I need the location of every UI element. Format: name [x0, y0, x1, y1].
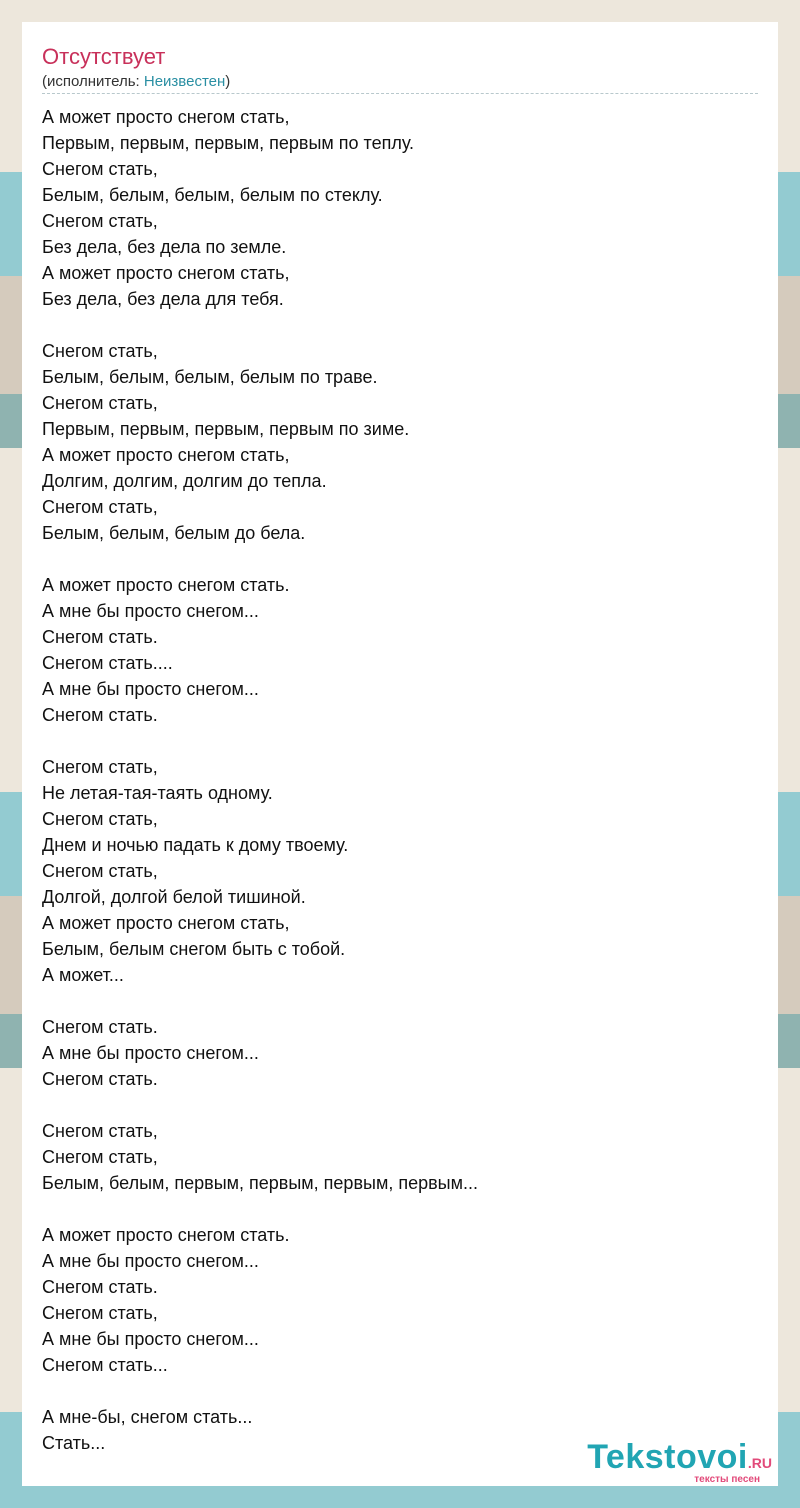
- performer-prefix: (исполнитель:: [42, 73, 144, 90]
- logo-tagline: тексты песен: [694, 1474, 760, 1485]
- title-divider: [42, 93, 758, 94]
- site-logo[interactable]: [587, 1438, 772, 1485]
- performer-line: [42, 72, 230, 92]
- performer-suffix: ): [225, 73, 231, 90]
- logo-tld: .RU: [747, 1455, 772, 1471]
- artist-link[interactable]: Неизвестен: [143, 73, 226, 90]
- lyrics-text: А может просто снегом стать, Первым, первым, первым, первым по теплу. Снегом стать, Белым, белым, белым, белым по стеклу. Снегом стать, Без дела, без дела по земле. А может просто снегом стать, Без дела, без дела для тебя. Снегом стать, Белым, белым, белым, белым по траве. Снегом стать, Первым, первым, первым, первым по зиме. А может просто снегом стать, Долгим, долгим, долгим до тепла. Снегом стать, Белым, белым, белым до бела. А может просто снегом стать. А мне бы просто снегом... Снегом стать. Снегом стать.... А мне бы просто снегом... Снегом стать. Снегом стать, Не летая-тая-таять одному. Снегом стать, Днем и ночью падать к дому твоему. Снегом стать, Долгой, долгой белой тишиной. А может просто снегом стать, Белым, белым снегом быть с тобой. А может... Снегом стать. А мне бы просто снегом... Снегом стать. Снегом стать, Снегом стать, Белым, белым, первым, первым, первым, первым... А может просто снегом стать. А мне бы просто снегом... Снегом стать. Снегом стать, А мне бы просто снегом... Снегом стать... А мне-бы, снегом стать... Стать...: [42, 107, 478, 1453]
- logo-name: Tekstovoi: [587, 1438, 748, 1476]
- lyrics-card: [22, 22, 778, 1486]
- song-title: Отсутствует: [42, 44, 166, 69]
